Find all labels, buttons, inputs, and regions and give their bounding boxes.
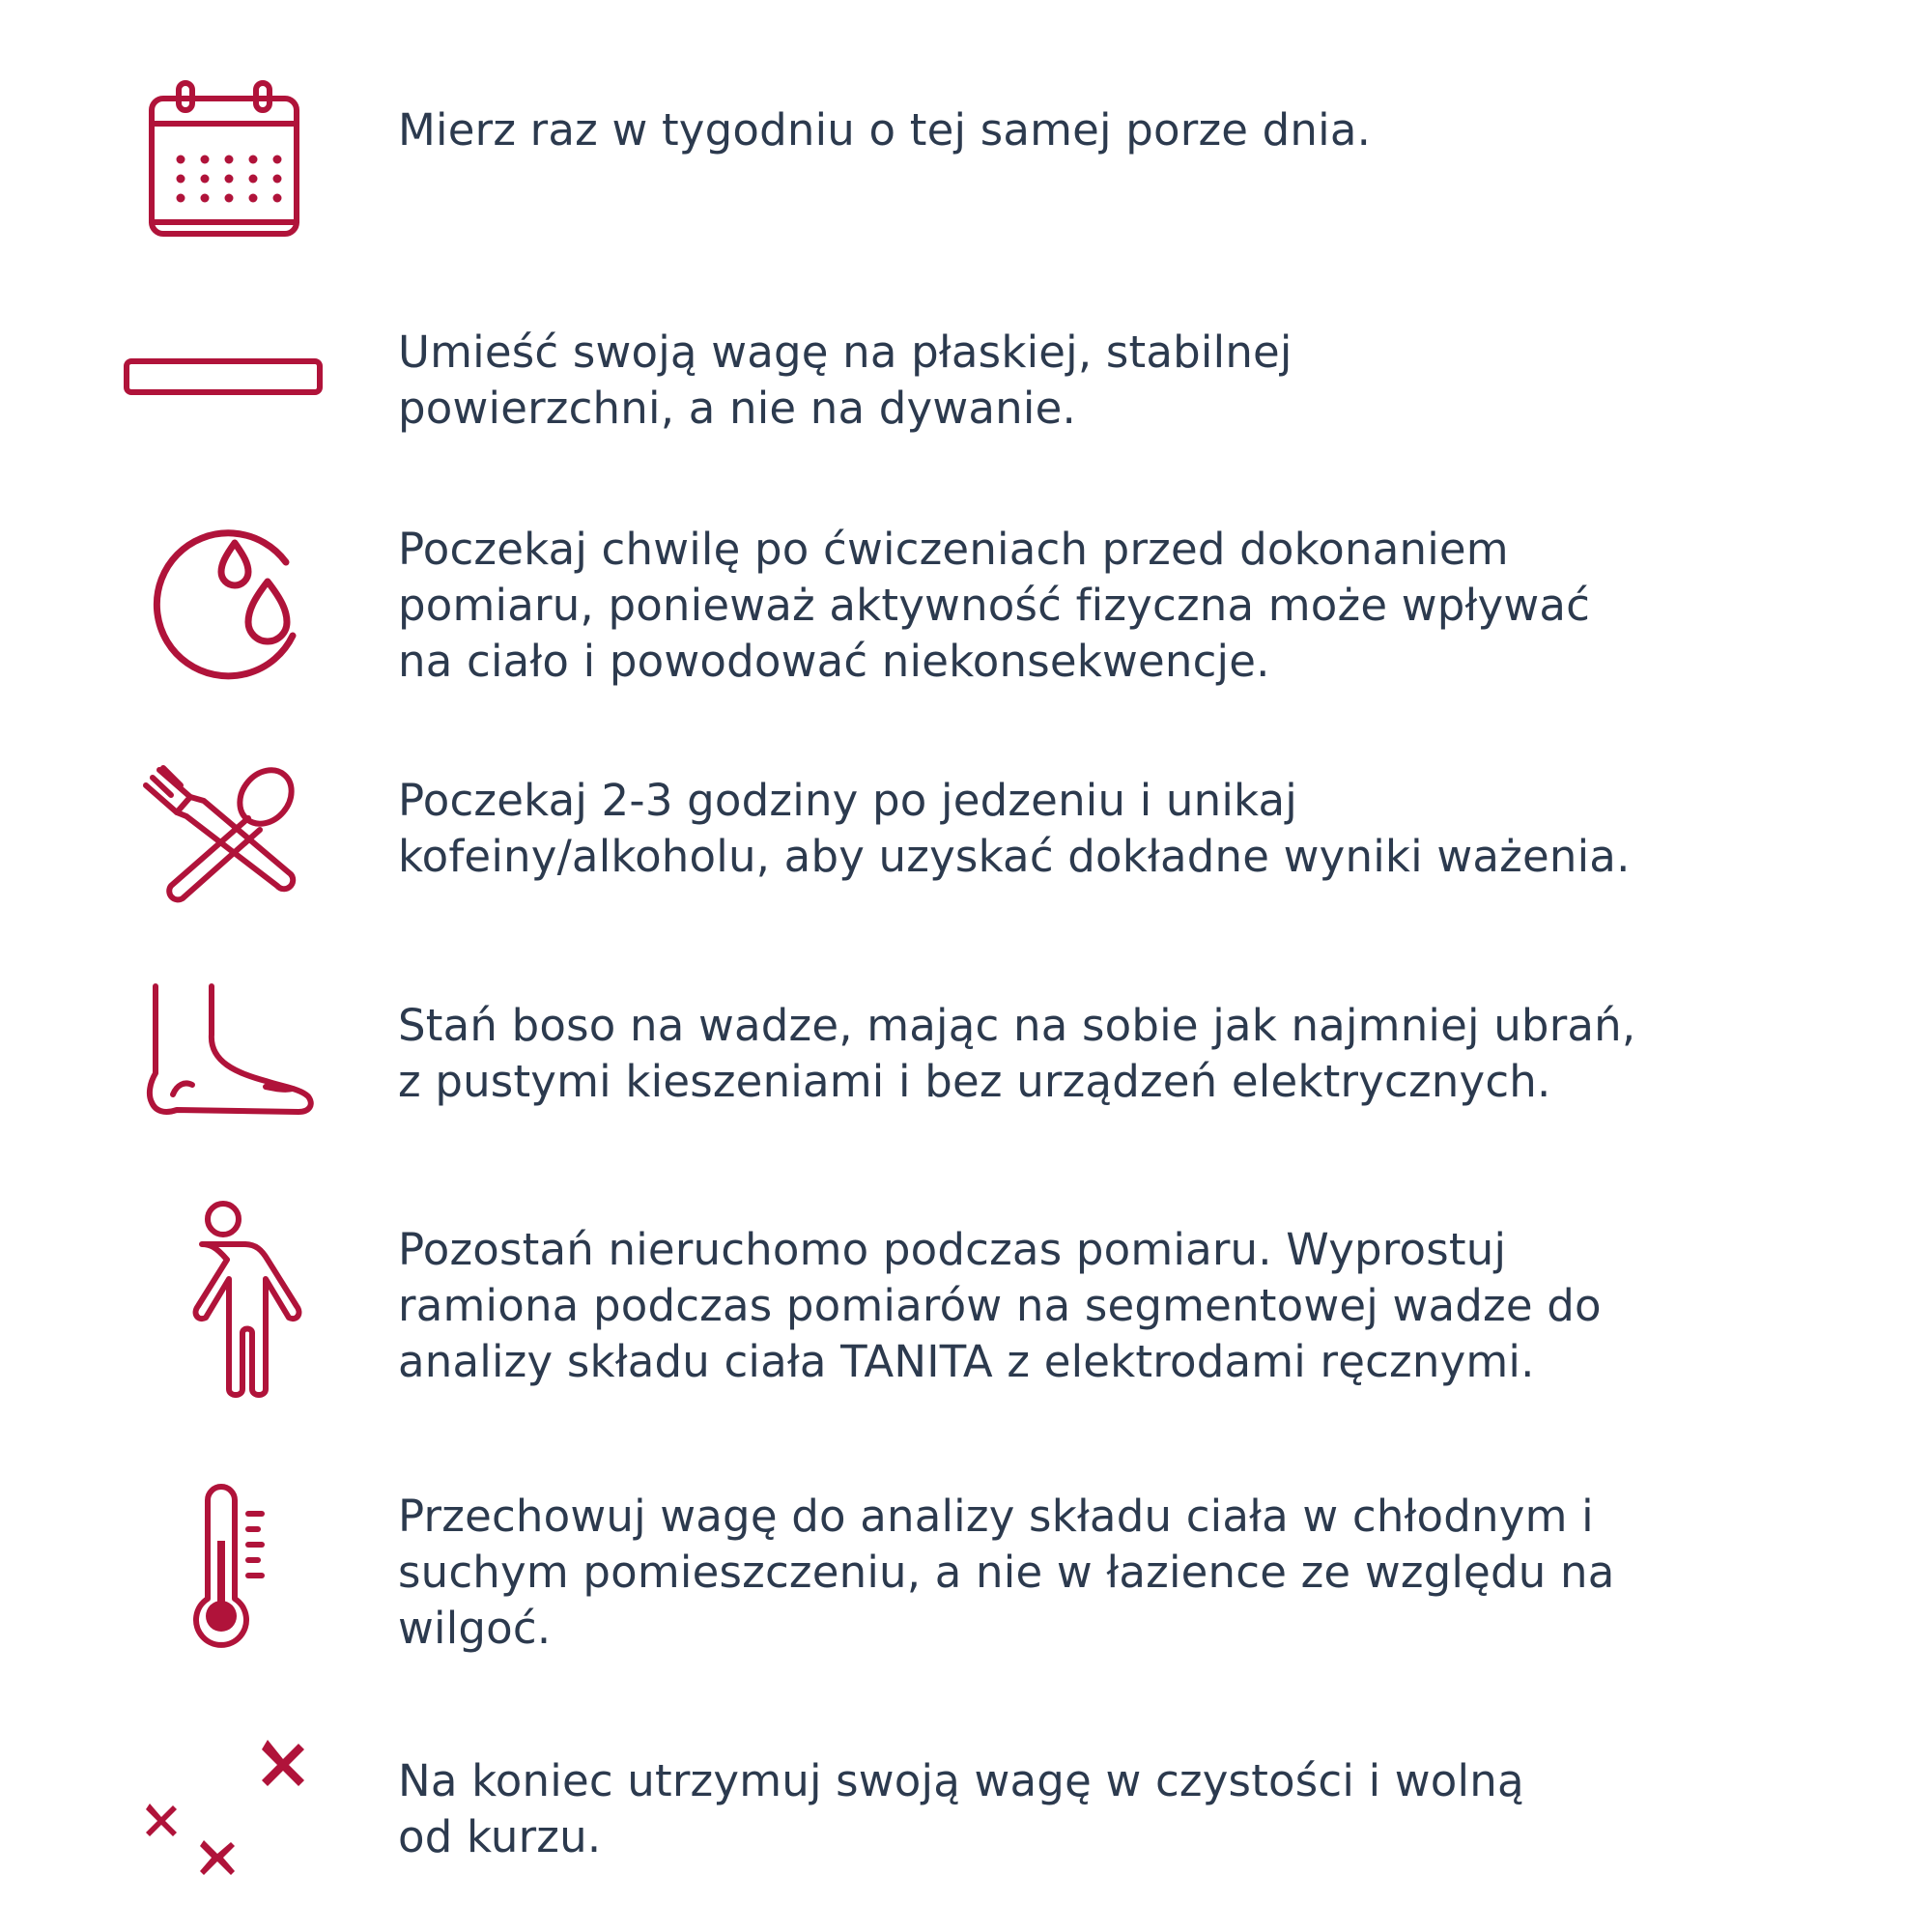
tip-text: Przechowuj wagę do analizy składu ciała w chłodnym i suchym pomieszczeniu, a nie w łazience ze względu na wilgoć. [398,1491,1615,1654]
flat-surface-icon [121,348,333,406]
sparkles-icon [121,1734,333,1884]
tip-text: Umieść swoją wagę na płaskiej, stabilnej powierzchni, a nie na dywanie. [398,327,1293,434]
fork-spoon-icon [121,758,333,903]
tip-text: Mierz raz w tygodniu o tej samej porze dnia. [398,104,1372,156]
tip-text: Poczekaj 2-3 godziny po jedzeniu i unikaj kofeiny/alkoholu, aby uzyskać dokładne wyniki ważenia. [398,775,1631,882]
tip-text: Pozostań nieruchomo podczas pomiaru. Wyprostuj ramiona podczas pomiarów na segmentowej wadze do analizy składu ciała TANITA z elektrodami ręcznymi. [398,1224,1602,1387]
thermometer-icon [121,1483,333,1652]
calendar-icon [121,77,333,246]
tip-text: Poczekaj chwilę po ćwiczeniach przed dokonaniem pomiaru, ponieważ aktywność fizyczna może wpływać na ciało i powodować niekonsekwencje. [398,524,1591,687]
bare-foot-icon [121,980,333,1116]
tip-text: Stań boso na wadze, mając na sobie jak najmniej ubrań, z pustymi kieszeniami i bez urządzeń elektrycznych. [398,1000,1636,1107]
standing-person-icon [121,1198,333,1401]
sweat-drops-icon [121,522,333,686]
tip-text: Na koniec utrzymuj swoją wagę w czystości i wolną od kurzu. [398,1755,1524,1862]
